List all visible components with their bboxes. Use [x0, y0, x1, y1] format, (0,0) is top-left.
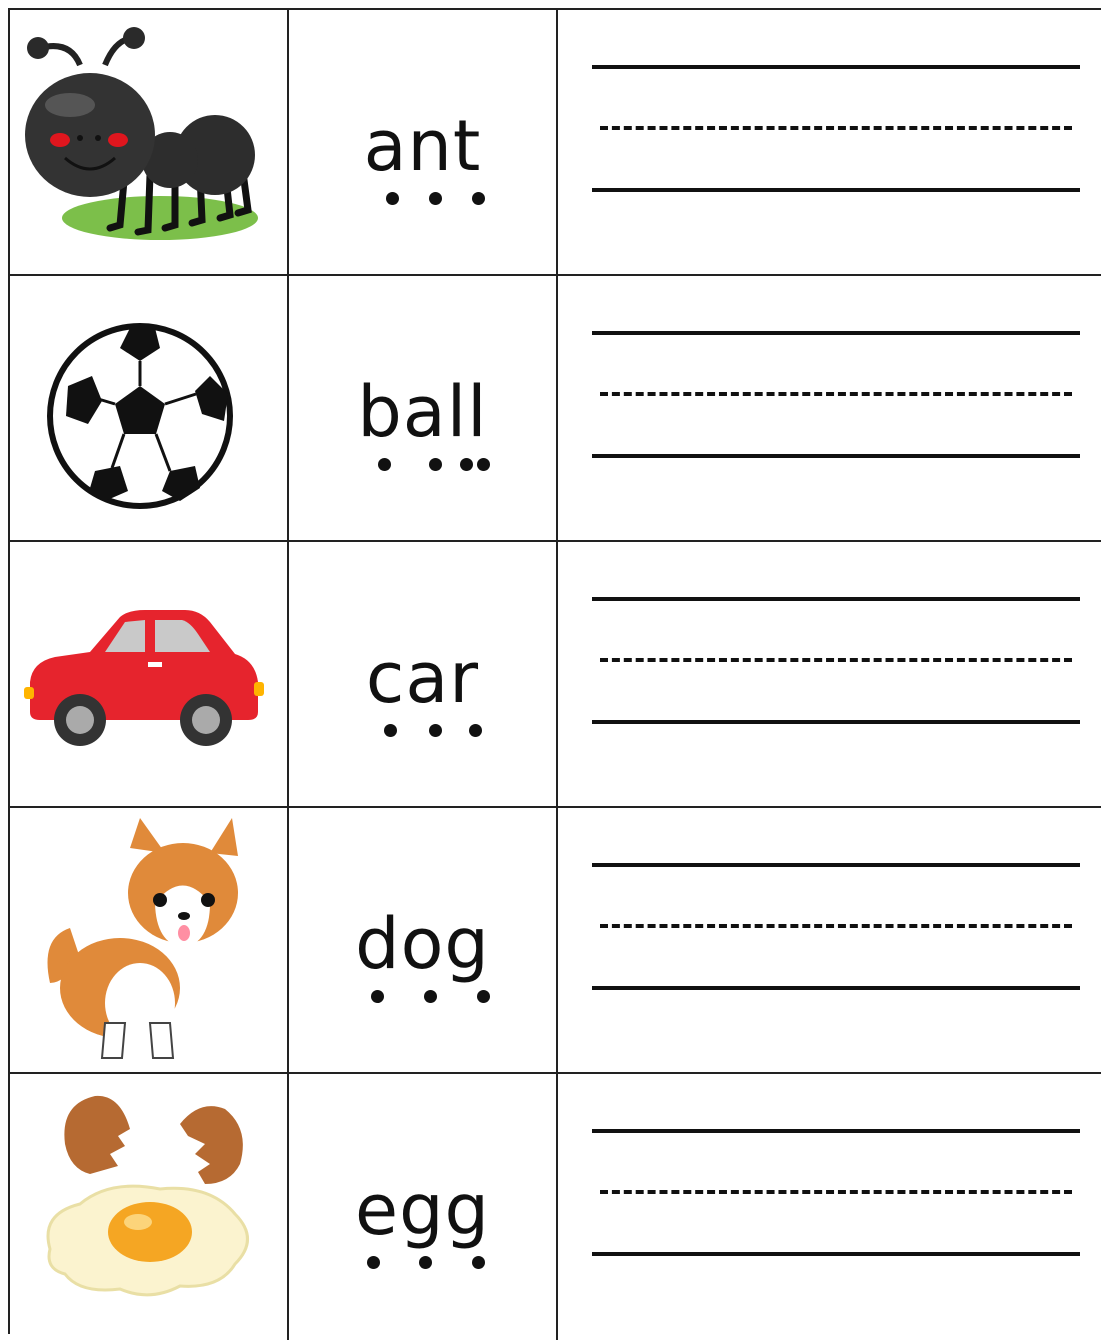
table-row: [10, 10, 1101, 276]
soccer-ball-icon: [10, 276, 287, 540]
top-line: [592, 331, 1080, 335]
writing-lines[interactable]: [558, 10, 1101, 274]
base-line: [592, 1252, 1080, 1256]
sound-dot: [429, 724, 442, 737]
sound-dot: [429, 192, 442, 205]
worksheet-table: [8, 8, 1101, 1334]
sound-dot: [472, 192, 485, 205]
word-cell: [289, 542, 558, 806]
writing-lines[interactable]: [558, 276, 1101, 540]
sound-dot: [378, 458, 391, 471]
top-line: [592, 863, 1080, 867]
sound-dot: [460, 458, 473, 471]
top-line: [592, 1129, 1080, 1133]
table-row: [10, 808, 1101, 1074]
top-line: [592, 65, 1080, 69]
mid-dashed-line: [600, 392, 1072, 396]
picture-cell: [10, 542, 289, 806]
writing-lines[interactable]: [558, 1074, 1101, 1340]
base-line: [592, 986, 1080, 990]
mid-dashed-line: [600, 126, 1072, 130]
sound-dot: [429, 458, 442, 471]
mid-dashed-line: [600, 658, 1072, 662]
table-row: [10, 1074, 1101, 1340]
writing-lines[interactable]: [558, 542, 1101, 806]
word-cell: [289, 276, 558, 540]
writing-lines[interactable]: [558, 808, 1101, 1072]
sound-dot: [477, 990, 490, 1003]
sound-dots: [289, 192, 556, 212]
base-line: [592, 188, 1080, 192]
sound-dot: [384, 724, 397, 737]
base-line: [592, 454, 1080, 458]
table-row: [10, 542, 1101, 808]
table-row: [10, 276, 1101, 542]
word-label: egg: [355, 1169, 490, 1251]
sound-dot: [477, 458, 490, 471]
word-label: ant: [363, 105, 482, 187]
sound-dot: [371, 990, 384, 1003]
mid-dashed-line: [600, 1190, 1072, 1194]
word-cell: [289, 808, 558, 1072]
word-cell: [289, 1074, 558, 1340]
word-label: dog: [355, 903, 490, 985]
dog-icon: [10, 808, 287, 1072]
car-icon: [10, 542, 287, 806]
sound-dot: [367, 1256, 380, 1269]
sound-dot: [386, 192, 399, 205]
word-label: ball: [357, 371, 488, 453]
sound-dot: [469, 724, 482, 737]
base-line: [592, 720, 1080, 724]
ant-icon: [10, 10, 287, 274]
sound-dots: [289, 990, 556, 1010]
sound-dots: [289, 724, 556, 744]
word-label: car: [365, 637, 480, 719]
sound-dot: [472, 1256, 485, 1269]
picture-cell: [10, 1074, 289, 1340]
picture-cell: [10, 808, 289, 1072]
picture-cell: [10, 276, 289, 540]
sound-dot: [424, 990, 437, 1003]
egg-icon: [10, 1074, 287, 1338]
mid-dashed-line: [600, 924, 1072, 928]
picture-cell: [10, 10, 289, 274]
sound-dots: [289, 1256, 556, 1276]
sound-dots: [289, 458, 556, 478]
word-cell: [289, 10, 558, 274]
sound-dot: [419, 1256, 432, 1269]
top-line: [592, 597, 1080, 601]
